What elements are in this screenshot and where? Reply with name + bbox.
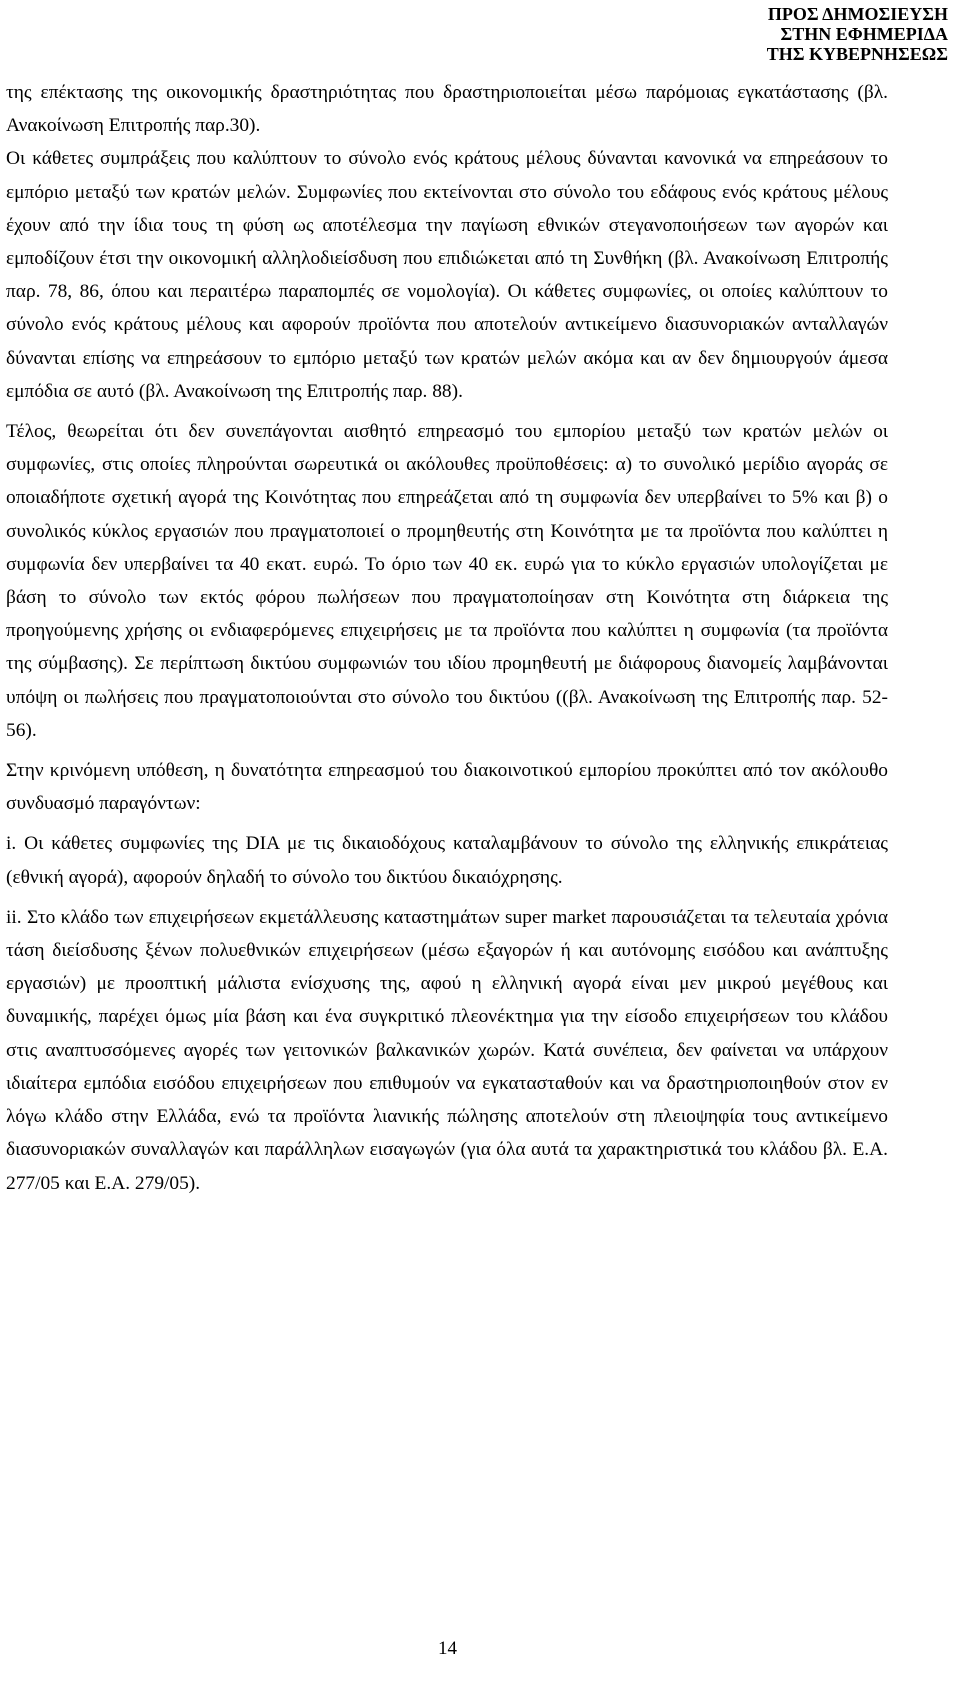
paragraph-1: της επέκτασης της οικονομικής δραστηριότητας που δραστηριοποιείται μέσω παρόμοιας εγκατάστασης (βλ. Ανακοίνωση Επιτροπής παρ.30). bbox=[6, 82, 888, 137]
header-line-3: ΤΗΣ ΚΥΒΕΡΝΗΣΕΩΣ bbox=[766, 44, 948, 64]
paragraph-2: Οι κάθετες συμπράξεις που καλύπτουν το σύνολο ενός κράτους μέλους δύνανται κανονικά να επηρεάσουν το εμπόριο μεταξύ των κρατών μελών. Συμφωνίες που εκτείνονται στο σύνολο του εδάφους ενός κράτους μέλους έχουν από την ίδια τους τη φύση ως αποτέλεσμα την παγίωση εθνικών στεγανοποιήσεων των αγορών και εμποδίζουν έτσι την οικονομική αλληλοδιείσδυση που επιδιώκεται από τη Συνθήκη (βλ. Ανακοίνωση Επιτροπής παρ. 78, 86, όπου και περαιτέρω παραπομπές σε νομολογία). Οι κάθετες συμφωνίες, οι οποίες καλύπτουν το σύνολο ενός κράτους μέλους και αφορούν προϊόντα που αποτελούν αντικείμενο διασυνοριακών ανταλλαγών δύνανται επίσης να επηρεάσουν το εμπόριο μεταξύ των κρατών μελών ακόμα και αν δεν δημιουργούν άμεσα εμπόδια σε αυτό (βλ. Ανακοίνωση της Επιτροπής παρ. 88). bbox=[6, 148, 888, 402]
page-number: 14 bbox=[438, 1638, 457, 1659]
header-line-2: ΣΤΗΝ ΕΦΗΜΕΡΙΔΑ bbox=[780, 24, 948, 44]
paragraph-3: Τέλος, θεωρείται ότι δεν συνεπάγονται αισθητό επηρεασμό του εμπορίου μεταξύ των κρατών μελών οι συμφωνίες, στις οποίες πληρούνται σωρευτικά οι ακόλουθες προϋποθέσεις: α) το συνολικό μερίδιο αγοράς σε οποιαδήποτε σχετική αγορά της Κοινότητας που επηρεάζεται από τη συμφωνία δεν υπερβαίνει το 5% και β) ο συνολικός κύκλος εργασιών που πραγματοποιεί ο προμηθευτής στη Κοινότητα με τα προϊόντα που καλύπτει η συμφωνία δεν υπερβαίνει τα 40 εκατ. ευρώ. Το όριο των 40 εκ. ευρώ για το κύκλο εργασιών υπολογίζεται με βάση το σύνολο των εκτός φόρου πωλήσεων που πραγματοποίησαν στη Κοινότητα στη διάρκεια της προηγούμενης χρήσης οι ενδιαφερόμενες επιχειρήσεις με τα προϊόντα που καλύπτει η συμφωνία (τα προϊόντα της σύμβασης). Σε περίπτωση δικτύου συμφωνιών του ιδίου προμηθευτή με διάφορους διανομείς λαμβάνονται υπόψη οι πωλήσεις που πραγματοποιούνται στο σύνολο του δικτύου ((βλ. Ανακοίνωση της Επιτροπής παρ. 52-56). bbox=[6, 421, 888, 741]
header-line-1: ΠΡΟΣ ΔΗΜΟΣΙΕΥΣΗ bbox=[767, 4, 948, 24]
paragraph-5-item-i: i. Οι κάθετες συμφωνίες της DIA με τις δικαιοδόχους καταλαμβάνουν το σύνολο της ελληνικής επικράτειας (εθνική αγορά), αφορούν δηλαδή το σύνολο του δικτύου δικαιόχρησης. bbox=[6, 833, 888, 888]
paragraph-4: Στην κρινόμενη υπόθεση, η δυνατότητα επηρεασμού του διακοινοτικού εμπορίου προκύπτει από τον ακόλουθο συνδυασμό παραγόντων: bbox=[6, 760, 888, 815]
document-body bbox=[6, 76, 888, 1200]
paragraph-6-item-ii: ii. Στο κλάδο των επιχειρήσεων εκμετάλλευσης καταστημάτων super market παρουσιάζεται τα τελευταία χρόνια τάση διείσδυσης ξένων πολυεθνικών επιχειρήσεων (μέσω εξαγορών ή και αυτόνομης εισόδου και ανάπτυξης εργασιών) με προοπτική μάλιστα ενίσχυσης της, αφού η ελληνική αγορά είναι μεν μικρού μεγέθους και δυναμικής, παρέχει όμως μία βάση και ένα συγκριτικό πλεονέκτημα για την είσοδο επιχειρήσεων του κλάδου στις αναπτυσσόμενες αγορές των γειτονικών βαλκανικών χωρών. Κατά συνέπεια, δεν φαίνεται να υπάρχουν ιδιαίτερα εμπόδια εισόδου επιχειρήσεων που επιθυμούν να εγκατασταθούν και να δραστηριοποιηθούν στον εν λόγω κλάδο στην Ελλάδα, ενώ τα προϊόντα λιανικής πώλησης αποτελούν στη πλειοψηφία τους αντικείμενο διασυνοριακών συναλλαγών και παράλληλων εισαγωγών (για όλα αυτά τα χαρακτηριστικά του κλάδου βλ. Ε.Α. 277/05 και Ε.Α. 279/05). bbox=[6, 906, 888, 1194]
publication-header bbox=[767, 4, 948, 64]
